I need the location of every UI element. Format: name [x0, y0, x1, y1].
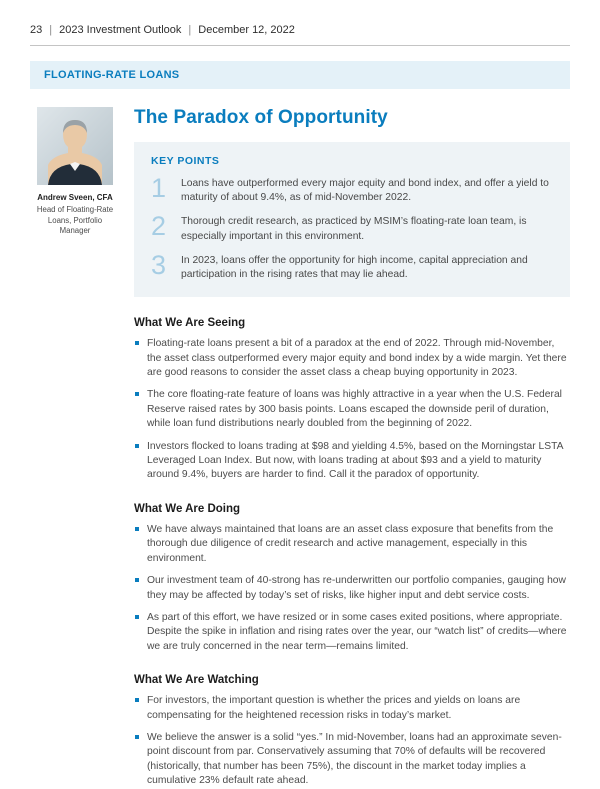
- key-points-box: [134, 142, 570, 297]
- key-point-item: [151, 173, 553, 205]
- bullet-item: [134, 440, 570, 483]
- key-points-heading: KEY POINTS: [151, 155, 220, 167]
- bullet-text: As part of this effort, we have resized or in some cases exited positions, where appropriate. Despite the spike in inflation and rising rates over the year, our “watch list” of credits—where we are truly concerned in the near term—remains limited.: [147, 611, 567, 652]
- section-what-we-are-doing: [134, 503, 570, 654]
- bullet-text: The core floating-rate feature of loans was highly attractive in a year when the U.S. Federal Reserve raised rates by 300 basis points. Loans escaped the downside peril of duration, while loan fund distributions nearly doubled from the beginning of 2022.: [147, 389, 562, 430]
- content-area: [30, 107, 570, 789]
- section-heading: What We Are Seeing: [134, 317, 246, 330]
- key-point-item: [151, 249, 553, 282]
- bullet-square-icon: [135, 578, 139, 582]
- bullet-square-icon: [135, 444, 139, 448]
- bullet-text: Investors flocked to loans trading at $98 and yielding 4.5%, based on the Morningstar LSTA Leveraged Loan Index. But now, with loans trading at about $93 and a yield to maturity around 9.4%, buyers are harder to find. Call it the paradox of opportunity.: [147, 440, 563, 481]
- bullet-square-icon: [135, 615, 139, 619]
- bullet-item: [134, 731, 570, 789]
- key-point-text: In 2023, loans offer the opportunity for high income, capital appreciation and participation in the rising rates that may lie ahead.: [181, 254, 528, 281]
- author-name: Andrew Sveen, CFA: [37, 193, 113, 202]
- section-heading: What We Are Doing: [134, 502, 241, 515]
- key-point-number: 1: [151, 173, 167, 203]
- bullet-text: Our investment team of 40-strong has re-underwritten our portfolio companies, gauging how they may be affected by today’s set of risks, like higher input and debt service costs.: [147, 575, 566, 601]
- publication-title: 2023 Investment Outlook: [59, 24, 182, 36]
- article-title: The Paradox of Opportunity: [134, 107, 388, 128]
- key-point-text: Thorough credit research, as practiced by MSIM’s floating-rate loan team, is especially important in this environment.: [181, 216, 527, 242]
- author-photo: [37, 107, 113, 185]
- bullet-item: [134, 694, 570, 723]
- bullet-square-icon: [135, 527, 139, 531]
- bullet-text: Floating-rate loans present a bit of a paradox at the end of 2022. Through mid-November, the asset class outperformed every major equity and bond index by a wide margin. Yet there are good reasons to consider the asset class a cheap buying opportunity in 2023.: [147, 338, 567, 379]
- bullet-item: [134, 388, 570, 431]
- bullet-item: [134, 337, 570, 380]
- bullet-square-icon: [135, 341, 139, 345]
- bullet-square-icon: [135, 392, 139, 396]
- bullet-square-icon: [135, 698, 139, 702]
- banner-label: FLOATING-RATE LOANS: [44, 69, 180, 81]
- section-what-we-are-seeing: [134, 317, 570, 483]
- section-heading: What We Are Watching: [134, 674, 259, 687]
- section-what-we-are-watching: [134, 674, 570, 788]
- key-point-text: Loans have outperformed every major equity and bond index, and offer a yield to maturity of about 9.4%, as of mid-November 2022.: [181, 178, 549, 204]
- bullet-text: We have always maintained that loans are an asset class exposure that benefits from the thorough due diligence of credit research and active management, especially in this environment.: [147, 523, 554, 564]
- article-column: [134, 107, 570, 789]
- bullet-item: [134, 574, 570, 603]
- header-separator: |: [49, 24, 53, 36]
- publication-date: December 12, 2022: [198, 24, 295, 36]
- header-separator: |: [188, 24, 192, 36]
- section-banner: [30, 61, 570, 89]
- bullet-item: [134, 523, 570, 566]
- bullet-square-icon: [135, 735, 139, 739]
- key-point-number: 2: [151, 211, 167, 242]
- page-header: [30, 24, 570, 36]
- bullet-text: For investors, the important question is whether the prices and yields on loans are compensating for the heightened recession risks in today’s market.: [147, 695, 521, 721]
- key-point-item: [151, 211, 553, 243]
- bullet-text: We believe the answer is a solid “yes.” In mid-November, loans had an approximate seven-point discount from par. Conservatively assuming that 70% of defaults will be recovered (historically, that number has been 75%), the discount in the market today implies a cumulative 23% default rate ahead.: [147, 731, 562, 787]
- key-point-number: 3: [151, 249, 167, 280]
- bullet-item: [134, 611, 570, 654]
- header-divider: [30, 45, 570, 46]
- author-column: [30, 107, 120, 789]
- author-title: Head of Floating-Rate Loans, Portfolio Manager: [36, 205, 114, 236]
- page-number: 23: [30, 24, 43, 36]
